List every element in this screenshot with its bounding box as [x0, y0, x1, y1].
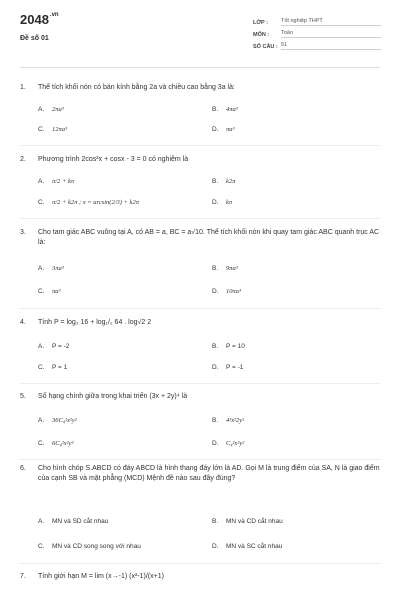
option-label: B. — [212, 343, 219, 350]
option-a[interactable] — [38, 518, 108, 525]
option-label: D. — [212, 199, 219, 206]
option-label: C. — [38, 199, 45, 206]
exam-meta — [253, 14, 381, 50]
option-value: k2π — [226, 178, 236, 185]
option-label: C. — [38, 440, 45, 447]
option-value: 9πa³ — [226, 265, 238, 272]
option-label: B. — [212, 518, 219, 525]
header-divider — [20, 67, 380, 68]
option-b[interactable] — [212, 417, 244, 424]
option-label: A. — [38, 518, 45, 525]
option-value: P = 10 — [226, 343, 245, 350]
option-a[interactable] — [38, 343, 69, 350]
question-number: 5. — [20, 393, 26, 400]
meta-label: MÔN : — [253, 32, 270, 38]
option-b[interactable] — [212, 518, 283, 525]
option-b[interactable] — [212, 106, 238, 113]
option-label: A. — [38, 106, 45, 113]
option-value: MN và SD cắt nhau — [52, 518, 109, 525]
option-value: P = -2 — [52, 343, 70, 350]
option-value: P = 1 — [52, 364, 68, 371]
question-text: Cho hình chóp S.ABCD có đáy ABCD là hình thang đáy lớn là AD. Gọi M là trung điểm của SA, N là giao điểm của cạnh SB và mặt phẳng (MCD) Mệnh đề nào sau đây đúng? — [38, 465, 380, 482]
option-value: kπ — [226, 199, 233, 206]
option-label: C. — [38, 543, 45, 550]
question-divider — [20, 563, 380, 564]
option-c[interactable] — [38, 288, 60, 295]
option-value: MN và CD cắt nhau — [226, 518, 283, 525]
question-text: Tính P = log₂ 16 + log₁/₂ 64 . log√2 2 — [38, 319, 152, 326]
question-number: 1. — [20, 84, 26, 91]
option-value: 3πa³ — [52, 265, 64, 272]
header — [0, 0, 400, 60]
option-label: B. — [212, 106, 219, 113]
option-label: D. — [212, 543, 219, 550]
question-number: 4. — [20, 319, 26, 326]
option-a[interactable] — [38, 178, 74, 185]
meta-label: SỐ CÂU : — [253, 44, 278, 50]
option-d[interactable] — [212, 199, 232, 206]
option-c[interactable] — [38, 543, 141, 550]
option-label: B. — [212, 178, 219, 185]
option-d[interactable] — [212, 126, 234, 133]
option-label: C. — [38, 126, 45, 133]
question-number: 7. — [20, 573, 26, 580]
question-text: Số hạng chính giữa trong khai triển (3x + 2y)⁴ là — [38, 393, 188, 400]
question-divider — [20, 308, 380, 309]
question-divider — [20, 383, 380, 384]
logo-text: 2048 — [20, 12, 49, 27]
option-label: D. — [212, 288, 219, 295]
option-c[interactable] — [38, 126, 67, 133]
option-label: A. — [38, 178, 45, 185]
option-c[interactable] — [38, 440, 73, 447]
meta-label: LỚP : — [253, 20, 268, 26]
meta-row-class — [253, 14, 381, 26]
option-label: D. — [212, 364, 219, 371]
option-value: 4³x²2y² — [226, 417, 245, 424]
option-value: MN và CD song song với nhau — [52, 543, 141, 550]
logo[interactable] — [20, 12, 59, 27]
option-label: A. — [38, 265, 45, 272]
option-label: C. — [38, 364, 45, 371]
meta-value: 51 — [281, 42, 381, 50]
meta-value: Toán — [281, 30, 381, 38]
option-value: π/2 + kπ — [52, 178, 75, 185]
option-a[interactable] — [38, 417, 77, 424]
question-text: Phương trình 2cos²x + cosx - 3 = 0 có nghiệm là — [38, 156, 189, 163]
question-divider — [20, 459, 380, 460]
option-label: A. — [38, 343, 45, 350]
option-value: π/2 + k2π ; x = arcsin(2/3) + k2π — [52, 199, 139, 206]
option-value: 2πa³ — [52, 106, 64, 113]
question-number: 6. — [20, 465, 26, 472]
exam-title: Đề số 01 — [20, 35, 49, 42]
option-a[interactable] — [38, 265, 64, 272]
option-value: MN và SC cắt nhau — [226, 543, 283, 550]
option-label: A. — [38, 417, 45, 424]
option-a[interactable] — [38, 106, 64, 113]
option-d[interactable] — [212, 440, 244, 447]
meta-value: Tốt nghiệp THPT — [281, 18, 381, 26]
option-value: πa³ — [52, 288, 61, 295]
option-label: B. — [212, 417, 219, 424]
option-d[interactable] — [212, 543, 282, 550]
option-value: C₄²x²y² — [226, 440, 245, 447]
question-text: Tính giới hạn M = lim (x→-1) (x²-1)/(x+1) — [38, 573, 164, 580]
option-value: 12πa³ — [52, 126, 67, 133]
option-label: D. — [212, 126, 219, 133]
option-b[interactable] — [212, 178, 235, 185]
option-value: 6C₄²x²y² — [52, 440, 74, 447]
question-number: 2. — [20, 156, 26, 163]
option-b[interactable] — [212, 343, 245, 350]
option-d[interactable] — [212, 288, 241, 295]
option-c[interactable] — [38, 199, 139, 206]
option-value: P = -1 — [226, 364, 244, 371]
option-d[interactable] — [212, 364, 243, 371]
question-text: Cho tam giác ABC vuông tại A, có AB = a, BC = a√10. Thể tích khối nón khi quay tam giác ABC quanh trục AC là: — [38, 229, 380, 246]
option-label: D. — [212, 440, 219, 447]
option-c[interactable] — [38, 364, 67, 371]
question-number: 3. — [20, 229, 26, 236]
question-divider — [20, 145, 380, 146]
meta-row-subject — [253, 26, 381, 38]
option-label: B. — [212, 265, 219, 272]
option-value: 36C₄²x²y² — [52, 417, 77, 424]
option-value: πa³ — [226, 126, 235, 133]
option-label: C. — [38, 288, 45, 295]
option-value: 4πa³ — [226, 106, 238, 113]
option-value: 10πa³ — [226, 288, 241, 295]
question-text: Thể tích khối nón có bán kính bằng 2a và chiều cao bằng 3a là: — [38, 84, 235, 91]
logo-suffix: .vn — [49, 12, 59, 18]
question-divider — [20, 218, 380, 219]
option-b[interactable] — [212, 265, 238, 272]
meta-row-count — [253, 38, 381, 50]
